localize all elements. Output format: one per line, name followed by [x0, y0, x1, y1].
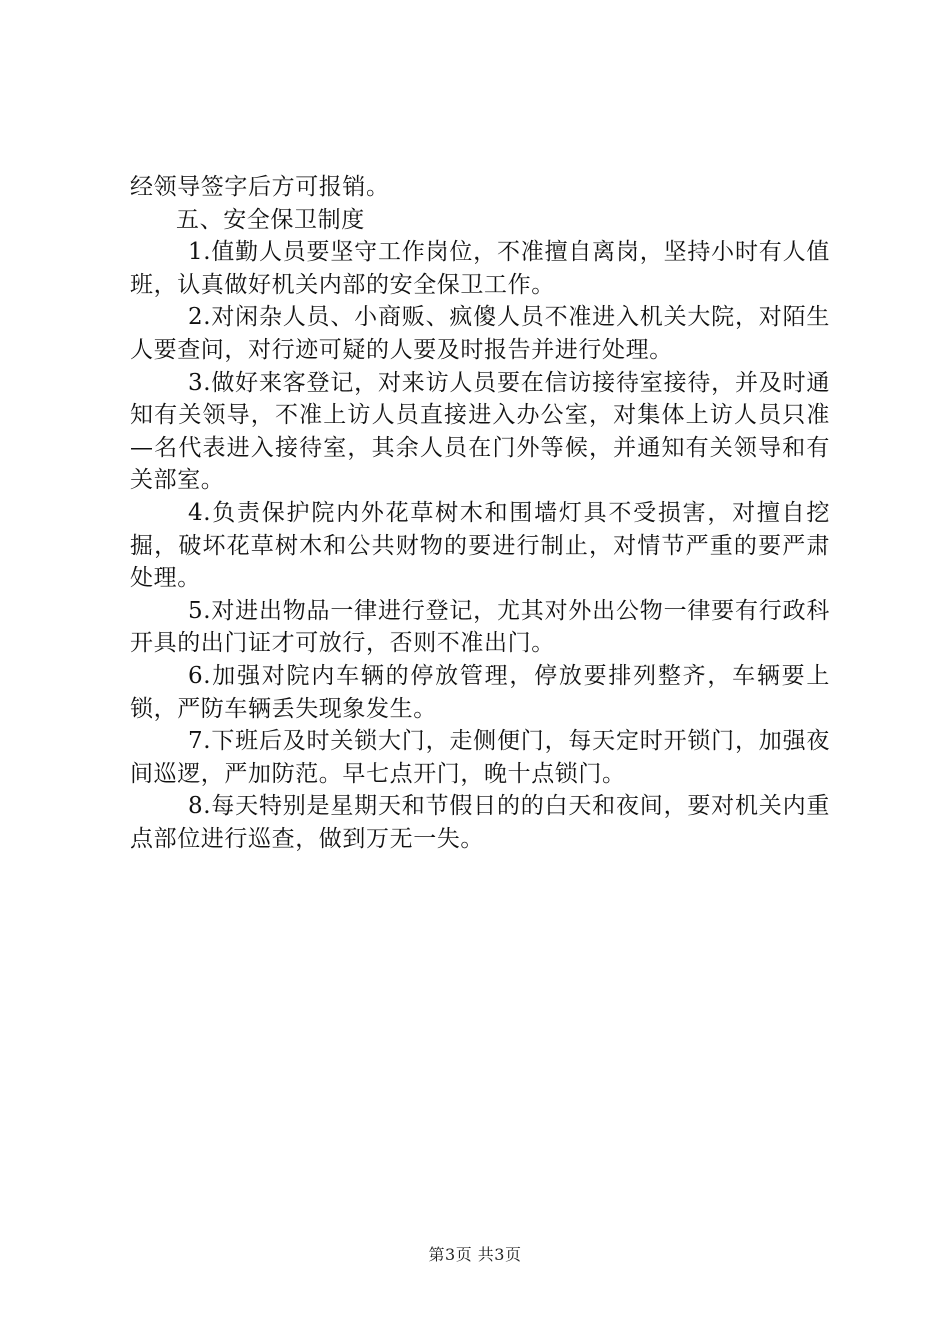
- rule-item-7: 7.下班后及时关锁大门，走侧便门，每天定时开锁门，加强夜间巡逻，严加防范。早七点开门，晚十点锁门。: [130, 728, 830, 787]
- continuation-line: 经领导签字后方可报销。: [130, 174, 390, 200]
- rule-item-1: 1.值勤人员要坚守工作岗位，不准擅自离岗，坚持小时有人值班，认真做好机关内部的安全保卫工作。: [130, 239, 830, 298]
- document-body: [130, 171, 830, 855]
- rule-item-2: 2.对闲杂人员、小商贩、疯傻人员不准进入机关大院，对陌生人要查问，对行迹可疑的人要及时报告并进行处理。: [130, 304, 830, 363]
- rule-item-5: 5.对进出物品一律进行登记，尤其对外出公物一律要有行政科开具的出门证才可放行，否则不准出门。: [130, 597, 830, 657]
- rule-item-8: 8.每天特别是星期天和节假日的的白天和夜间，要对机关内重点部位进行巡查，做到万无一失。: [130, 793, 830, 852]
- section-heading: 五、安全保卫制度: [176, 206, 365, 233]
- rule-item-3: 3.做好来客登记，对来访人员要在信访接待室接待，并及时通知有关领导，不准上访人员直接进入办公室，对集体上访人员只准—名代表进入接待室，其余人员在门外等候，并通知有关领导和有关部室。: [130, 369, 830, 494]
- rule-item-4: 4.负责保护院内外花草树木和围墙灯具不受损害，对擅自挖掘，破坏花草树木和公共财物的要进行制止，对情节严重的要严肃处理。: [130, 499, 830, 592]
- page-footer: 第3页 共3页: [428, 1245, 522, 1264]
- rule-item-6: 6.加强对院内车辆的停放管理，停放要排列整齐，车辆要上锁，严防车辆丢失现象发生。: [130, 662, 830, 722]
